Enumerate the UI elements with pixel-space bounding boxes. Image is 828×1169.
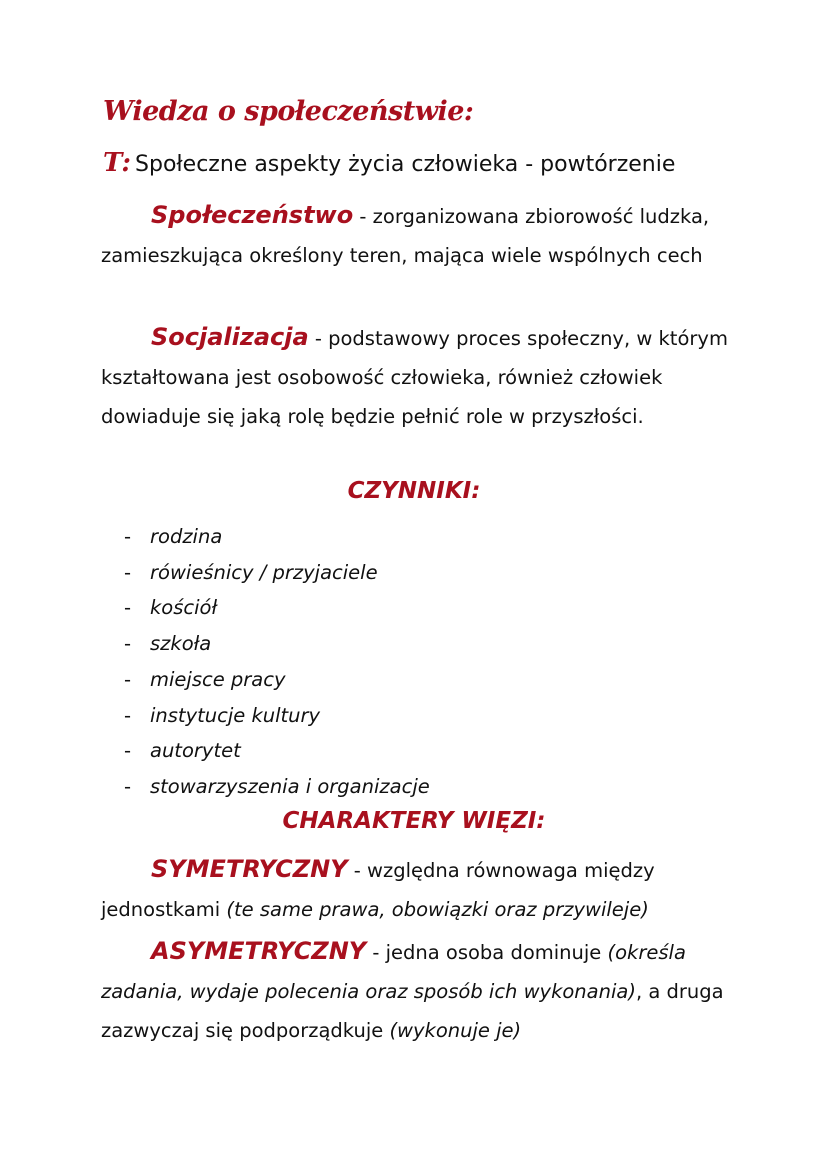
definition-continuation: ludzka, zamieszkująca określony teren, mająca wiele wspólnych cech — [101, 205, 710, 267]
topic-text: Społeczne aspekty życia człowieka - powtórzenie — [135, 152, 676, 177]
bond-term: SYMETRYCZNY — [151, 855, 348, 883]
bond-text-continued: , a druga zazwyczaj się podporządkuje — [101, 980, 724, 1042]
definition-continuation: którym kształtowana jest osobowość człowieka, również człowiek dowiaduje się jaką rolę będzie pełnić role w przyszłości. — [101, 327, 728, 428]
list-item: - miejsce pracy — [124, 667, 286, 691]
definition-term: Socjalizacja — [151, 323, 309, 351]
topic-label: T: — [103, 148, 132, 178]
factors-list — [124, 519, 430, 805]
bond-symmetric — [101, 850, 741, 929]
definition-term: Społeczeństwo — [151, 201, 354, 229]
list-item: - stowarzyszenia i organizacje — [124, 774, 430, 798]
topic-line — [103, 148, 675, 178]
list-item: - szkoła — [124, 632, 212, 656]
bond-italic-note: (te same prawa, obowiązki oraz przywileje) — [226, 898, 649, 921]
subject-title: Wiedza o społeczeństwie: — [103, 96, 474, 127]
list-item: - rówieśnicy / przyjaciele — [124, 560, 378, 584]
bond-separator: - — [347, 859, 368, 882]
bond-term: ASYMETRYCZNY — [151, 937, 367, 965]
bond-types-heading: CHARAKTERY WIĘZI: — [282, 808, 546, 834]
definition-socjalizacja — [101, 318, 741, 436]
definition-separator: - — [353, 205, 373, 228]
bond-asymmetric — [101, 932, 741, 1050]
definition-text: zorganizowana zbiorowość — [372, 205, 634, 228]
list-item: - instytucje kultury — [124, 703, 321, 727]
bond-text: jedna osoba dominuje — [385, 941, 608, 964]
definition-spoleczenstwo — [101, 196, 741, 275]
definition-text: podstawowy proces społeczny, w — [328, 327, 653, 350]
list-item: - kościół — [124, 596, 218, 620]
bond-italic-note-2: (wykonuje je) — [389, 1019, 522, 1042]
list-item: - rodzina — [124, 525, 223, 548]
bond-separator: - — [366, 941, 386, 964]
bond-italic-note: (określa zadania, wydaje polecenia oraz sposób ich wykonania) — [101, 941, 686, 1003]
list-item: - autorytet — [124, 739, 241, 763]
bond-text: względna równowaga między jednostkami — [101, 859, 655, 921]
definition-separator: - — [308, 327, 329, 350]
factors-heading: CZYNNIKI: — [347, 478, 481, 504]
